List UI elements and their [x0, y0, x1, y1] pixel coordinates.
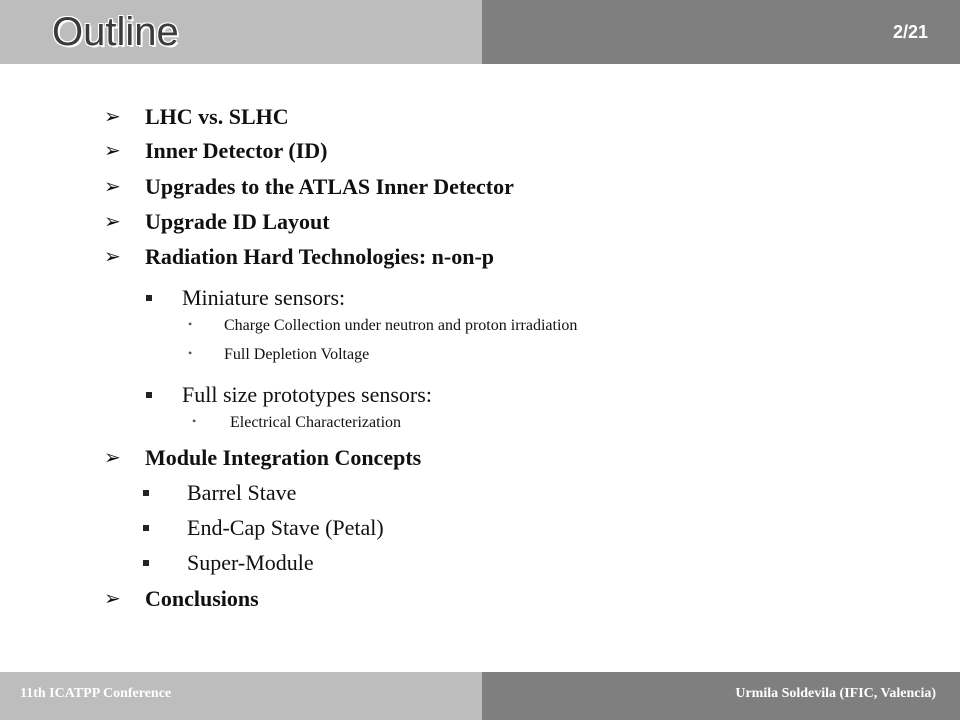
footer-author: Urmila Soldevila (IFIC, Valencia) — [735, 686, 936, 701]
outline-item-label: Inner Detector (ID) — [145, 138, 328, 163]
arrow-bullet-icon: ➢ — [104, 246, 121, 268]
outline-subsubitem-label: Electrical Characterization — [230, 414, 402, 431]
arrow-bullet-icon: ➢ — [104, 140, 121, 162]
dot-bullet-icon: • — [188, 317, 193, 331]
outline-item-label: LHC vs. SLHC — [145, 104, 289, 129]
arrow-bullet-icon: ➢ — [104, 176, 121, 198]
outline-item-label: Conclusions — [145, 586, 259, 611]
outline-item-label: Upgrades to the ATLAS Inner Detector — [145, 174, 514, 199]
dot-bullet-icon: • — [188, 346, 193, 360]
outline-subitem-label: Full size prototypes sensors: — [182, 382, 432, 407]
square-bullet-icon — [143, 525, 149, 531]
outline-subsubitem-label: Full Depletion Voltage — [224, 346, 370, 363]
arrow-bullet-icon: ➢ — [104, 211, 121, 233]
square-bullet-icon — [146, 295, 152, 301]
outline-subsubitem-label: Charge Collection under neutron and proton irradiation — [224, 317, 578, 334]
square-bullet-icon — [146, 392, 152, 398]
dot-bullet-icon: • — [192, 414, 197, 428]
arrow-bullet-icon: ➢ — [104, 447, 121, 469]
arrow-bullet-icon: ➢ — [104, 588, 121, 610]
header-bar-right — [482, 0, 960, 64]
square-bullet-icon — [143, 560, 149, 566]
square-bullet-icon — [143, 490, 149, 496]
outline-item-label: Module Integration Concepts — [145, 445, 422, 470]
footer-conference: 11th ICATPP Conference — [20, 686, 172, 701]
outline-subitem-label: End-Cap Stave (Petal) — [187, 515, 384, 540]
outline-item-label: Upgrade ID Layout — [145, 209, 330, 234]
page-number: 2/21 — [892, 22, 928, 42]
outline-subitem-label: Barrel Stave — [187, 480, 297, 505]
slide-title: Outline — [52, 10, 179, 54]
arrow-bullet-icon: ➢ — [104, 106, 121, 128]
outline-subitem-label: Miniature sensors: — [182, 285, 346, 310]
outline-subitem-label: Super-Module — [187, 550, 314, 575]
outline-item-label: Radiation Hard Technologies: n-on-p — [145, 244, 495, 269]
